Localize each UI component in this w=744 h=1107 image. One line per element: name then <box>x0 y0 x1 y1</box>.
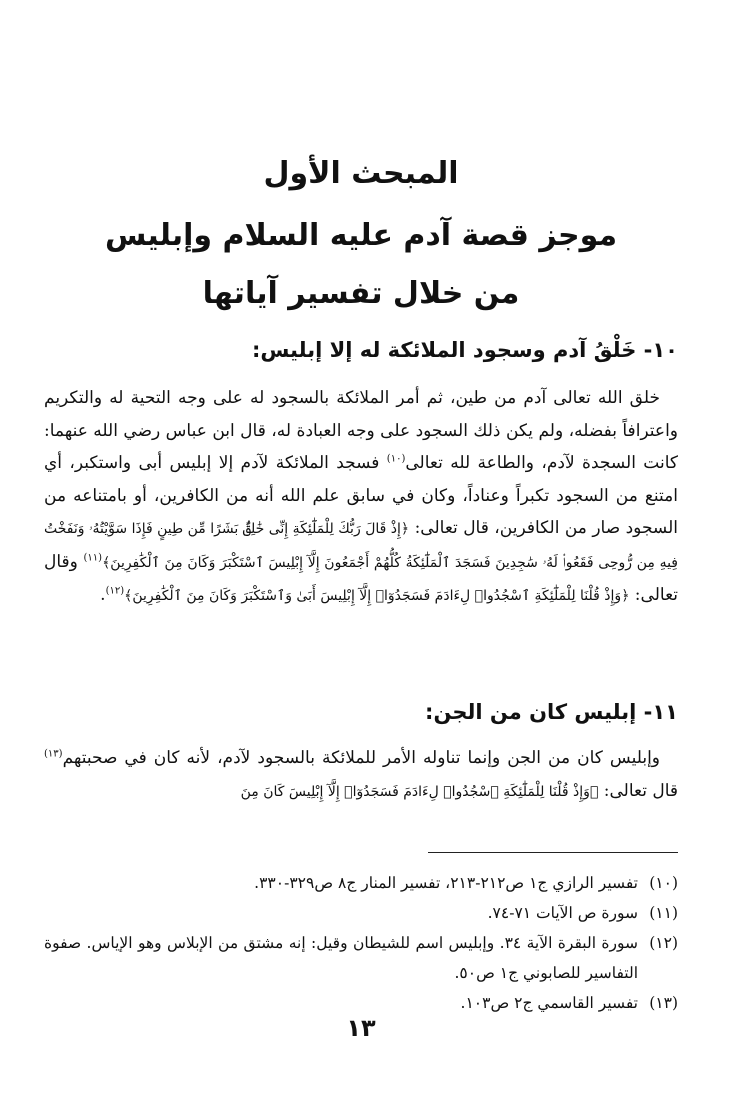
footnote-ref-10: (١٠) <box>386 453 406 465</box>
footnote-text: تفسير الرازي ج١ ص٢١٢-٢١٣، تفسير المنار ج٨ ص٣٢٩-٣٣٠. <box>254 874 638 892</box>
footnote-text: تفسير القاسمي ج٢ ص١٠٣. <box>460 994 638 1012</box>
section-10-text-3: وقال تعالى: <box>44 551 678 605</box>
page-number: ١٣ <box>346 1014 376 1042</box>
quran-verse-2: ﴿وَإِذْ قُلْنَا لِلْمَلَٰٓئِكَةِ ٱسْجُدُوا۟ لِءَادَمَ فَسَجَدُوٓا۟ إِلَّآ إِبْلِيسَ أَبَىٰ وَٱسْتَكْبَرَ وَكَانَ مِنَ ٱلْكَٰفِرِينَ﴾ <box>124 588 630 604</box>
footnote-item <box>44 898 678 928</box>
section-10-paragraph <box>44 382 678 682</box>
footnote-ref-11: (١١) <box>83 551 103 563</box>
section-11-paragraph <box>44 742 678 808</box>
section-11-heading: ١١- إبليس كان من الجن: <box>425 700 678 724</box>
footnotes-list <box>44 868 678 1018</box>
footnote-number: (١٣) <box>649 994 678 1012</box>
footnote-ref-12: (١٢) <box>105 585 125 597</box>
section-10-text-2: فسجد الملائكة لآدم إلا إبليس أبى واستكبر، أي امتنع من السجود تكبراً وعناداً، وكان في سابق علم الله أنه من الكافرين، أو بامتناعه من السجود صار من الكافرين، قال تعالى: <box>44 453 679 538</box>
footnote-text: سورة ص الآيات ٧١-٧٤. <box>487 904 638 922</box>
chapter-subtitle-2: من خلال تفسير آياتها <box>202 276 520 311</box>
footnote-item <box>44 928 678 988</box>
quran-verse-3: ﴿وَإِذْ قُلْنَا لِلْمَلَٰٓئِكَةِ ٱسْجُدُوا۟ لِءَادَمَ فَسَجَدُوٓا۟ إِلَّآ إِبْلِيسَ كَانَ مِنَ <box>240 783 599 800</box>
footnote-text: سورة البقرة الآية ٣٤. وإبليس اسم للشيطان وقيل: إنه مشتق من الإبلاس وهو الإياس. صفوة التفاسير للصابوني ج١ ص٥٠. <box>44 934 639 982</box>
footnote-item <box>44 868 678 898</box>
quran-verse-1: ﴿إِذْ قَالَ رَبُّكَ لِلْمَلَٰٓئِكَةِ إِنِّى خَٰلِقٌۢ بَشَرًا مِّن طِينٍ فَإِذَا سَوَّيْتُهُۥ وَنَفَخْتُ فِيهِ مِن رُّوحِى فَقَعُوا۟ لَهُۥ سَٰجِدِينَ فَسَجَدَ ٱلْمَلَٰٓئِكَةُ كُلُّهُمْ أَجْمَعُونَ إِلَّآ إِبْلِيسَ ٱسْتَكْبَرَ وَكَانَ مِنَ ٱلْكَٰفِرِينَ﴾ <box>44 521 678 571</box>
footnote-ref-13: (١٣) <box>44 748 63 760</box>
chapter-subtitle: موجز قصة آدم عليه السلام وإبليس <box>104 218 618 253</box>
footnote-number: (١١) <box>649 904 678 922</box>
footnote-number: (١٢) <box>649 934 678 952</box>
footnote-number: (١٠) <box>649 874 678 892</box>
footnote-divider <box>428 852 678 853</box>
section-10-text-4: . <box>100 585 106 605</box>
section-10-heading: ١٠- خَلْقُ آدم وسجود الملائكة له إلا إبليس: <box>251 338 678 362</box>
section-title: المبحث الأول <box>263 156 459 191</box>
book-page <box>44 0 678 1107</box>
section-11-text-2: قال تعالى: <box>598 780 678 801</box>
section-10-text-1: خلق الله تعالى آدم من طين، ثم أمر الملائكة بالسجود له على وجه التحية له والتكريم واعترافاً بفضله، ولم يكن ذلك السجود على وجه العبادة له، قال ابن عباس رضي الله عنهما: كانت السجدة لآدم، والطاعة لله تعالى <box>44 388 678 473</box>
section-11-text-1: وإبليس كان من الجن وإنما تناوله الأمر للملائكة بالسجود لآدم، لأنه كان في صحبتهم <box>62 748 660 768</box>
